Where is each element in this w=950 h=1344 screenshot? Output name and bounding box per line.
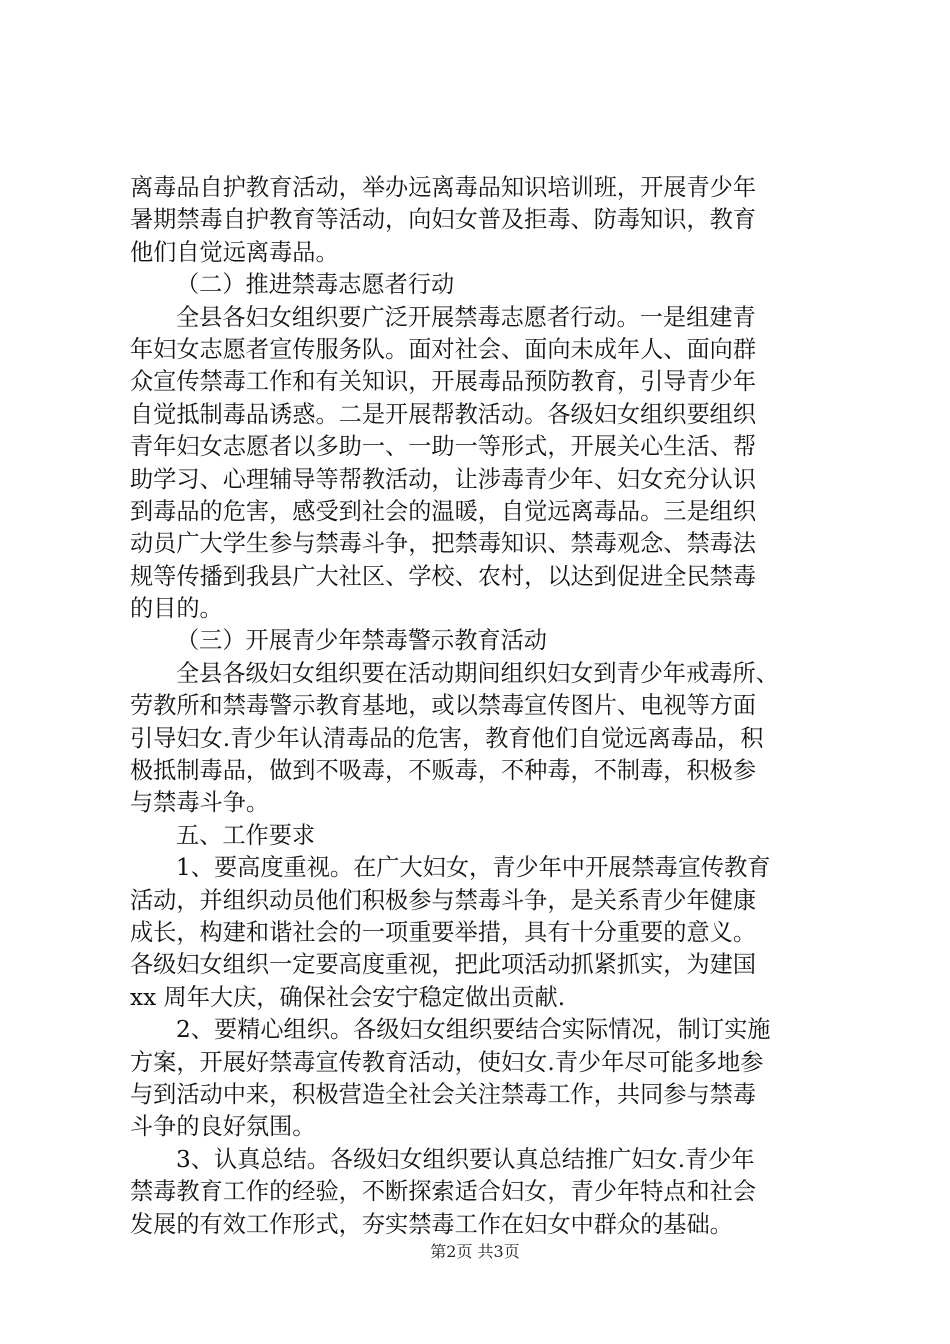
text-line: 众宣传禁毒工作和有关知识，开展毒品预防教育，引导青少年: [130, 368, 757, 396]
text-line: 极抵制毒品，做到不吸毒，不贩毒，不种毒，不制毒，积极参: [130, 757, 757, 785]
text-line: 3、认真总结。各级妇女组织要认真总结推广妇女.青少年: [176, 1145, 755, 1173]
text-line: 规等传播到我县广大社区、学校、农村，以达到促进全民禁毒: [130, 562, 757, 590]
text-line: 引导妇女.青少年认清毒品的危害，教育他们自觉远离毒品，积: [130, 724, 764, 752]
text-line: 各级妇女组织一定要高度重视，把此项活动抓紧抓实，为建国: [130, 951, 757, 979]
text-line: 2、要精心组织。各级妇女组织要结合实际情况，制订实施: [176, 1016, 771, 1044]
text-line: 全县各妇女组织要广泛开展禁毒志愿者行动。一是组建青: [176, 303, 756, 331]
text-line: 青年妇女志愿者以多助一、一助一等形式，开展关心生活、帮: [130, 433, 757, 461]
text-line: 成长，构建和谐社会的一项重要举措，具有十分重要的意义。: [130, 918, 757, 946]
text-line: 禁毒教育工作的经验，不断探索适合妇女，青少年特点和社会: [130, 1178, 757, 1206]
text-line: 发展的有效工作形式，夯实禁毒工作在妇女中群众的基础。: [130, 1210, 733, 1238]
document-body: [130, 172, 830, 1241]
text-line: 斗争的良好氛围。: [130, 1113, 316, 1141]
text-line: 活动，并组织动员他们积极参与禁毒斗争，是关系青少年健康: [130, 886, 757, 914]
text-line: 暑期禁毒自护教育等活动，向妇女普及拒毒、防毒知识，教育: [130, 206, 757, 234]
section-heading: 五、工作要求: [176, 821, 316, 849]
text-line: 与禁毒斗争。: [130, 789, 270, 817]
text-line: 的目的。: [130, 595, 223, 623]
text-line: 到毒品的危害，感受到社会的温暖，自觉远离毒品。三是组织: [130, 497, 757, 525]
text-line: 助学习、心理辅导等帮教活动，让涉毒青少年、妇女充分认识: [130, 465, 757, 493]
text-line: 自觉抵制毒品诱惑。二是开展帮教活动。各级妇女组织要组织: [130, 400, 757, 428]
text-line: 年妇女志愿者宣传服务队。面对社会、面向未成年人、面向群: [130, 335, 757, 363]
text-line: 与到活动中来，积极营造全社会关注禁毒工作，共同参与禁毒: [130, 1080, 757, 1108]
text-line: 劳教所和禁毒警示教育基地，或以禁毒宣传图片、电视等方面: [130, 692, 757, 720]
text-line: 离毒品自护教育活动，举办远离毒品知识培训班，开展青少年: [130, 174, 757, 201]
text-line: 他们自觉远离毒品。: [130, 238, 339, 266]
section-heading: （二）推进禁毒志愿者行动: [176, 271, 455, 299]
page-footer: [0, 1242, 950, 1262]
text-line: 全县各级妇女组织要在活动期间组织妇女到青少年戒毒所、: [176, 659, 779, 687]
text-line: 1、要高度重视。在广大妇女，青少年中开展禁毒宣传教育: [176, 854, 771, 882]
text-line: 动员广大学生参与禁毒斗争，把禁毒知识、禁毒观念、禁毒法: [130, 530, 757, 558]
text-line: xx 周年大庆，确保社会安宁稳定做出贡献.: [130, 983, 566, 1011]
section-heading: （三）开展青少年禁毒警示教育活动: [176, 627, 547, 655]
page-number: 第2页 共3页: [430, 1242, 520, 1261]
text-line: 方案，开展好禁毒宣传教育活动，使妇女.青少年尽可能多地参: [130, 1048, 764, 1076]
